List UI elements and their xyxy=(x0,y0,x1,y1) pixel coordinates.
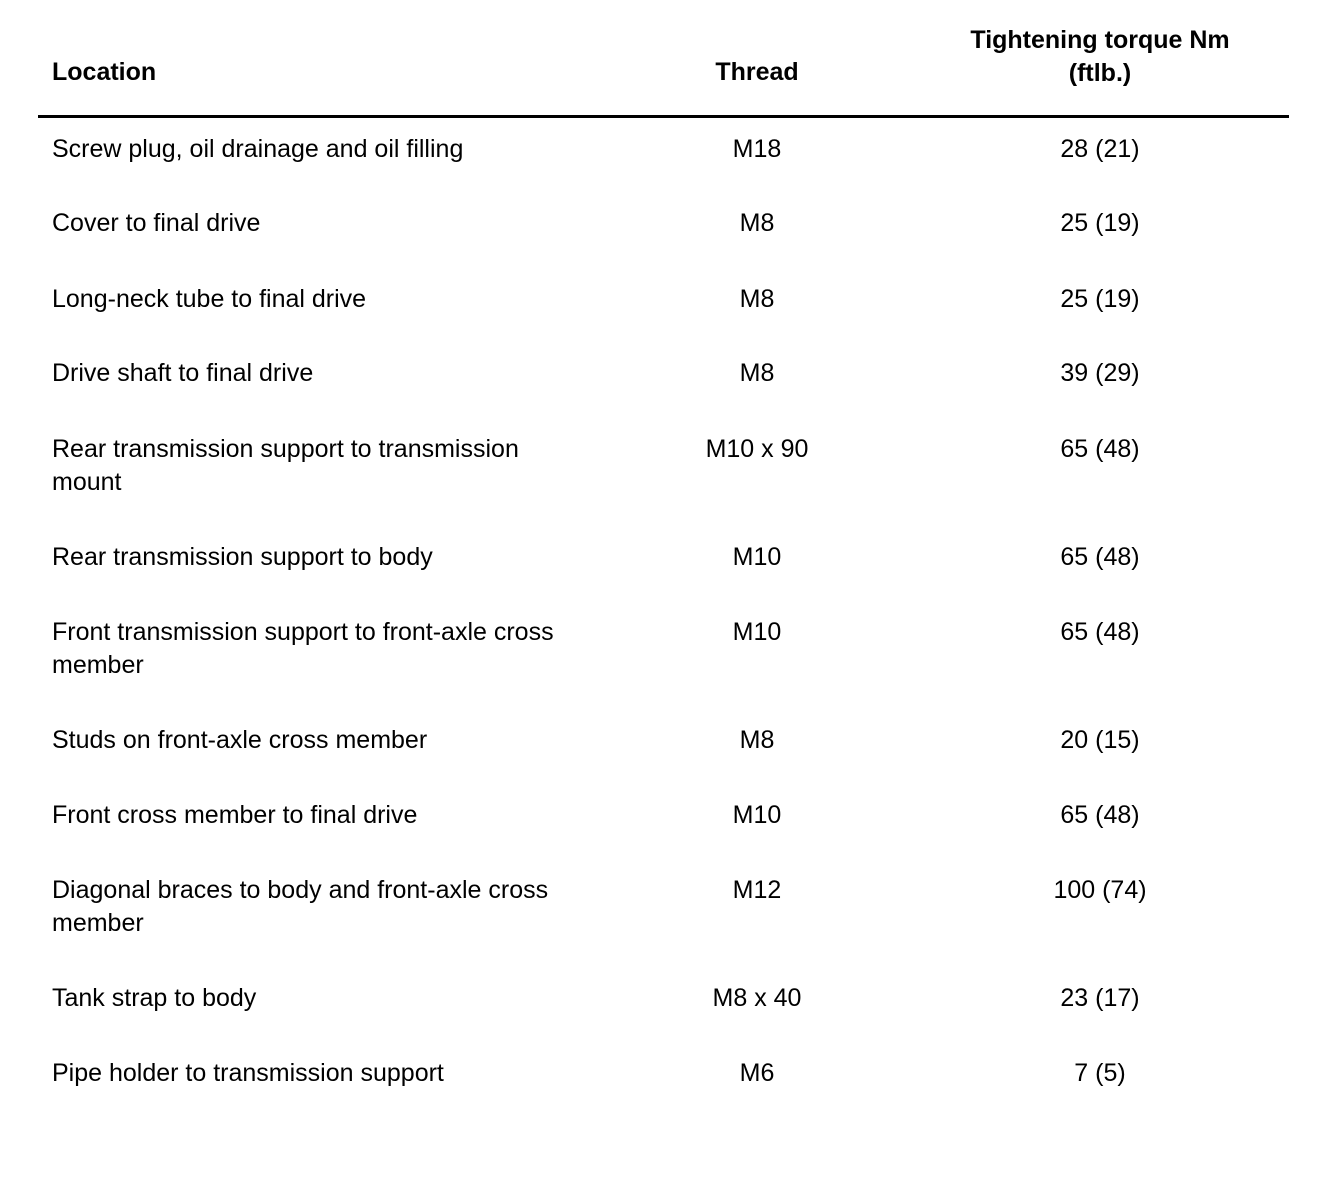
location-cell xyxy=(52,357,612,390)
location-cell xyxy=(52,982,612,1015)
location-line: Tank strap to body xyxy=(52,984,257,1012)
thread-cell: M8 xyxy=(739,209,775,237)
thread-cell: M18 xyxy=(732,135,782,163)
location-cell xyxy=(52,133,612,166)
location-line: Front transmission support to front-axle cross xyxy=(52,618,554,646)
location-line: Rear transmission support to transmission xyxy=(52,435,519,463)
thread-cell: M8 xyxy=(739,359,775,387)
torque-cell: 65 (48) xyxy=(1060,435,1140,463)
location-line: member xyxy=(52,909,144,937)
column-header-torque-line1: Tightening torque Nm xyxy=(970,26,1230,54)
torque-cell: 100 (74) xyxy=(1053,876,1147,904)
location-cell xyxy=(52,1057,612,1090)
location-line: Studs on front-axle cross member xyxy=(52,726,428,754)
thread-cell: M10 x 90 xyxy=(705,435,809,463)
location-line: Long-neck tube to final drive xyxy=(52,285,367,313)
thread-cell: M8 xyxy=(739,285,775,313)
thread-cell: M10 xyxy=(732,543,782,571)
torque-cell: 65 (48) xyxy=(1060,543,1140,571)
location-cell xyxy=(52,799,612,832)
location-line: Front cross member to final drive xyxy=(52,801,418,829)
thread-cell: M6 xyxy=(739,1059,775,1087)
location-cell xyxy=(52,283,612,316)
torque-cell: 65 (48) xyxy=(1060,618,1140,646)
location-cell xyxy=(52,616,612,682)
thread-cell: M12 xyxy=(732,876,782,904)
torque-cell: 65 (48) xyxy=(1060,801,1140,829)
location-line: mount xyxy=(52,468,122,496)
location-line: Pipe holder to transmission support xyxy=(52,1059,444,1087)
location-line: member xyxy=(52,651,144,679)
torque-cell: 20 (15) xyxy=(1060,726,1140,754)
column-header-torque-line2: (ftlb.) xyxy=(1068,59,1132,87)
location-line: Screw plug, oil drainage and oil filling xyxy=(52,135,464,163)
location-cell xyxy=(52,541,612,574)
column-header-thread: Thread xyxy=(715,58,799,86)
location-line: Rear transmission support to body xyxy=(52,543,433,571)
location-cell xyxy=(52,874,612,940)
location-cell xyxy=(52,207,612,240)
thread-cell: M8 x 40 xyxy=(712,984,802,1012)
torque-cell: 25 (19) xyxy=(1060,285,1140,313)
torque-cell: 23 (17) xyxy=(1060,984,1140,1012)
location-cell xyxy=(52,724,612,757)
column-header-location: Location xyxy=(52,58,157,86)
torque-cell: 28 (21) xyxy=(1060,135,1140,163)
torque-cell: 7 (5) xyxy=(1074,1059,1126,1087)
torque-cell: 39 (29) xyxy=(1060,359,1140,387)
header-divider xyxy=(38,115,1289,118)
location-line: Drive shaft to final drive xyxy=(52,359,314,387)
location-line: Cover to final drive xyxy=(52,209,261,237)
location-line: Diagonal braces to body and front-axle cross xyxy=(52,876,549,904)
thread-cell: M8 xyxy=(739,726,775,754)
thread-cell: M10 xyxy=(732,801,782,829)
thread-cell: M10 xyxy=(732,618,782,646)
column-header-torque xyxy=(920,24,1280,90)
location-cell xyxy=(52,433,612,499)
torque-cell: 25 (19) xyxy=(1060,209,1140,237)
